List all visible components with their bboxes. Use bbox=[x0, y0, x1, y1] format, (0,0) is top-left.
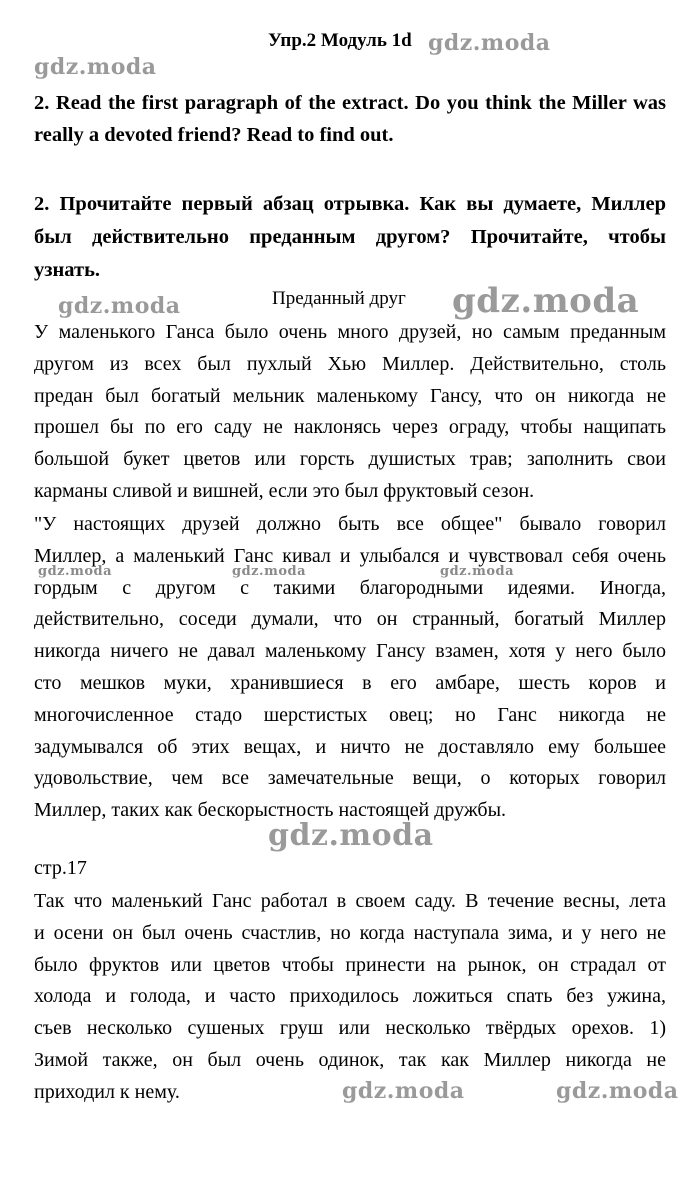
text-line: и осени он был очень счастлив, но когда наступала зима, и у него не bbox=[34, 921, 666, 944]
page-heading: Упр.2 Модуль 1d bbox=[268, 30, 412, 51]
watermark: gdz.moda bbox=[58, 293, 181, 319]
watermark: gdz.moda bbox=[34, 54, 157, 80]
watermark: gdz.moda bbox=[556, 1078, 679, 1104]
watermark: gdz.moda bbox=[440, 564, 515, 579]
watermark: gdz.moda bbox=[232, 564, 307, 579]
story-paragraph-1 bbox=[34, 317, 666, 508]
text-line: действительно, соседи думали, что он странный, богатый Миллер bbox=[34, 608, 666, 631]
text-line: карманы сливой и вишней, если это был фруктовый сезон. bbox=[34, 479, 535, 502]
text-line: задумывался об этих вещах, и ничто не доставляло ему большее bbox=[34, 735, 666, 758]
story-paragraph-2 bbox=[34, 509, 666, 827]
text-line: Зимой также, он был очень одинок, так как Миллер никогда не bbox=[34, 1048, 666, 1071]
page-reference: стр.17 bbox=[34, 857, 87, 879]
text-line: было фруктов или цветов чтобы принести на рынок, он страдал от bbox=[34, 953, 666, 976]
text-line: никогда ничего не давал маленькому Гансу взамен, хотя у него было bbox=[34, 640, 666, 663]
text-line: многочисленное стадо шерстистых овец; но Ганс никогда не bbox=[34, 703, 666, 726]
text-line: сто мешков муки, хранившиеся в его амбаре, шесть коров и bbox=[34, 671, 666, 694]
task-russian-line: 2. Прочитайте первый абзац отрывка. Как вы думаете, Миллер bbox=[34, 193, 666, 215]
watermark: gdz.moda bbox=[38, 564, 113, 579]
text-line: Миллер, а маленький Ганс кивал и улыбался и чувствовал себя очень bbox=[34, 544, 666, 567]
text-line: удовольствие, чем все замечательные вещи, о которых говорил bbox=[34, 767, 666, 790]
watermark: gdz.moda bbox=[342, 1078, 465, 1104]
text-line: большой букет цветов или горсть душистых трав; заполнить свои bbox=[34, 448, 666, 471]
text-line: съев несколько сушеных груш или несколько твёрдых орехов. 1) bbox=[34, 1017, 666, 1040]
watermark: gdz.moda bbox=[452, 281, 640, 321]
text-line: предан был богатый мельник маленькому Гансу, что он никогда не bbox=[34, 384, 666, 407]
watermark: gdz.moda bbox=[428, 30, 551, 56]
task-russian bbox=[34, 188, 666, 287]
task-russian-line: узнать. bbox=[34, 259, 101, 281]
watermark: gdz.moda bbox=[268, 818, 434, 853]
text-line: Миллер, таких как бескорыстность настоящей дружбы. bbox=[34, 799, 507, 822]
text-line: гордым с другом с такими благородными идеями. Иногда, bbox=[34, 576, 666, 599]
text-line: приходил к нему. bbox=[34, 1080, 180, 1103]
task-russian-line: был действительно преданным другом? Прочитайте, чтобы bbox=[34, 226, 666, 248]
text-line: У маленького Ганса было очень много друзей, но самым преданным bbox=[34, 321, 666, 343]
story-title: Преданный друг bbox=[272, 288, 406, 309]
task-english: 2. Read the first paragraph of the extract. Do you think the Miller was really a devoted friend? Read to find out. bbox=[34, 92, 666, 146]
text-line: Так что маленький Ганс работал в своем саду. В течение весны, лета bbox=[34, 890, 666, 912]
text-line: "У настоящих друзей должно быть все общее" бывало говорил bbox=[34, 513, 666, 535]
text-line: холода и голода, и часто приходилось ложиться спать без ужина, bbox=[34, 985, 666, 1008]
text-line: другом из всех был пухлый Хью Миллер. Действительно, столь bbox=[34, 352, 666, 375]
text-line: прошел бы по его саду не наклонясь через ограду, чтобы нащипать bbox=[34, 416, 666, 439]
story-paragraph-3 bbox=[34, 886, 666, 1109]
